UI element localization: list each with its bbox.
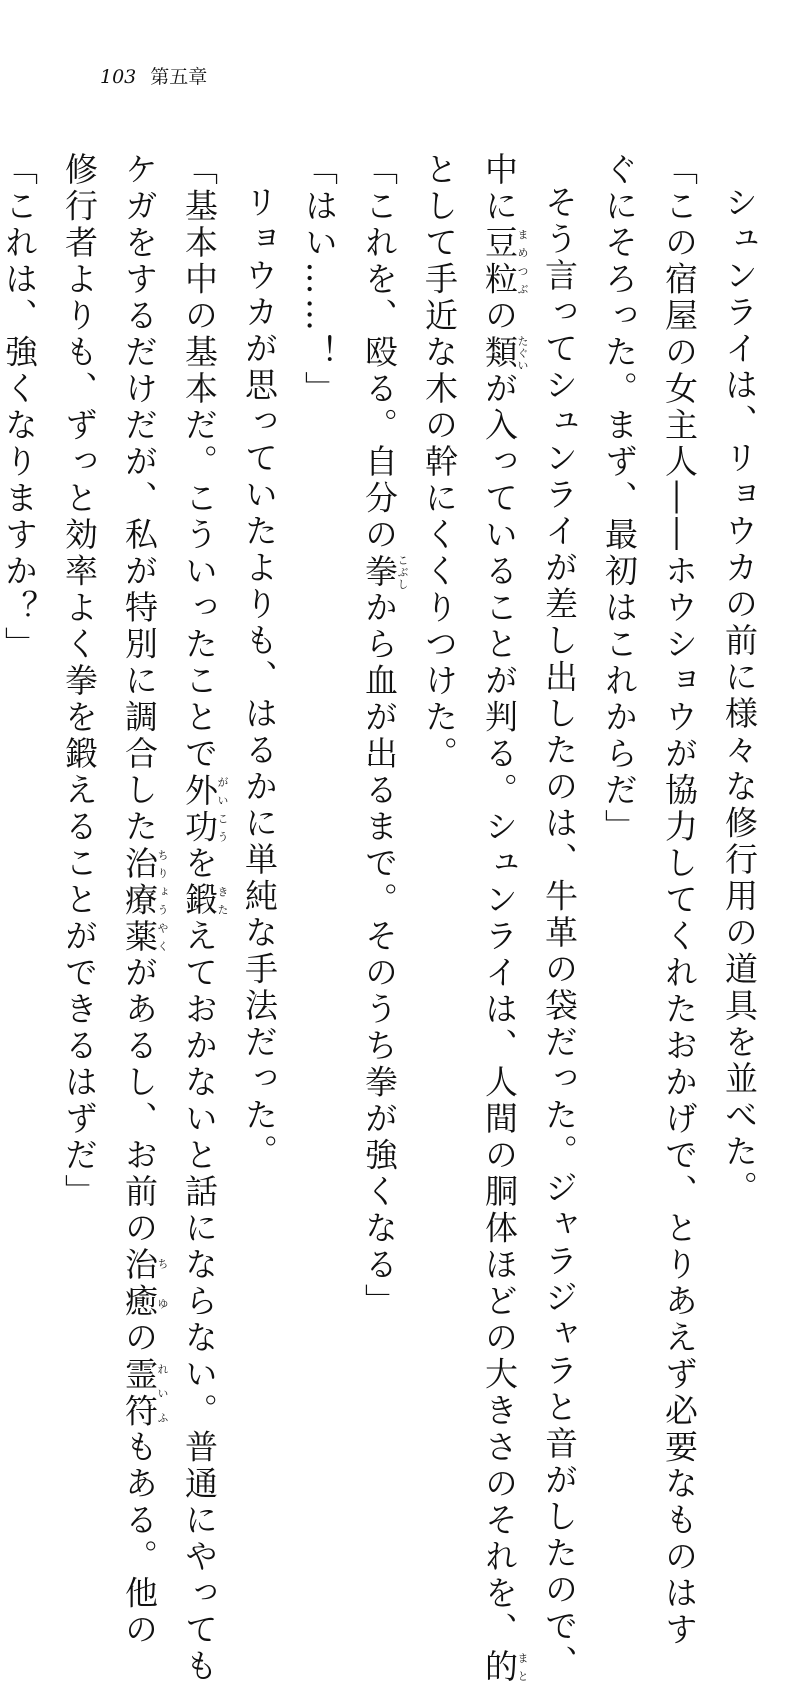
- text-segment: ケガをするだけだが、私が特別に調合した: [120, 152, 159, 846]
- ruby-reading: ちりょうやく: [156, 846, 169, 956]
- ruby-base: 類: [480, 335, 519, 372]
- page-header: [100, 62, 207, 89]
- text-line: [349, 152, 409, 1112]
- text-line: [649, 152, 709, 1112]
- text-segment: 「これは、強くなりますか？」: [0, 152, 39, 663]
- text-segment: シュンライは、リョウカの前に様々な修行用の道具を並べた。: [720, 185, 759, 1207]
- text-segment: 「はい……！」: [300, 152, 339, 408]
- ruby-annotation: [180, 882, 219, 919]
- text-line: [49, 152, 109, 1112]
- ruby-base: 治癒: [120, 1247, 159, 1320]
- text-segment: 「これを、殴る。自分の: [360, 152, 399, 554]
- ruby-annotation: [480, 225, 519, 298]
- ruby-base: 鍛: [180, 882, 219, 919]
- ruby-base: 的: [480, 1649, 519, 1685]
- text-segment: の: [480, 298, 519, 335]
- page-number: 103: [100, 66, 136, 88]
- text-segment: 修行者よりも、ずっと効率よく拳を鍛えることができるはずだ」: [60, 152, 99, 1211]
- text-line: [709, 152, 769, 1112]
- ruby-annotation: [120, 1357, 159, 1430]
- ruby-annotation: [180, 773, 219, 846]
- text-line: [109, 152, 169, 1112]
- text-segment: の: [120, 1320, 159, 1357]
- ruby-reading: きた: [216, 882, 229, 919]
- body-text: [69, 152, 769, 1112]
- text-segment: リョウカが思っていたよりも、はるかに単純な手法だった。: [240, 185, 279, 1171]
- text-line: [229, 152, 289, 1112]
- ruby-annotation: [480, 1649, 519, 1685]
- text-segment: 中に: [480, 152, 519, 225]
- text-segment: から血が出るまで。そのうち拳が強くなる」: [360, 590, 399, 1320]
- text-segment: が入っていることが判る。シュンライは、人間の胴体ほどの大きさのそれを、: [480, 371, 519, 1649]
- text-segment: を: [180, 846, 219, 883]
- ruby-annotation: [120, 1247, 159, 1320]
- text-line: [589, 152, 649, 1112]
- ruby-annotation: [120, 846, 159, 956]
- ruby-reading: ちゆ: [156, 1247, 169, 1320]
- text-line: [529, 152, 589, 1112]
- text-segment: もある。他の: [120, 1430, 159, 1649]
- ruby-base: 拳: [360, 554, 399, 591]
- ruby-base: 豆粒: [480, 225, 519, 298]
- text-line: [169, 152, 229, 1112]
- text-segment: えておかないと話にならない。普通にやっても: [180, 919, 219, 1685]
- ruby-reading: たぐい: [516, 335, 529, 372]
- text-line: [469, 152, 529, 1112]
- ruby-reading: まと: [516, 1649, 529, 1685]
- chapter-title: 第五章: [150, 62, 207, 89]
- ruby-base: 霊符: [120, 1357, 159, 1430]
- ruby-reading: まめつぶ: [516, 225, 529, 298]
- ruby-base: 治療薬: [120, 846, 159, 956]
- text-segment: そう言ってシュンライが差し出したのは、牛革の袋だった。ジャラジャラと音がしたので、: [540, 185, 579, 1682]
- text-line: [409, 152, 469, 1112]
- text-line: [0, 152, 49, 1112]
- ruby-reading: がいこう: [216, 773, 229, 846]
- text-segment: として手近な木の幹にくくりつけた。: [420, 152, 459, 773]
- text-segment: があるし、お前の: [120, 955, 159, 1247]
- ruby-annotation: [480, 335, 519, 372]
- ruby-annotation: [360, 554, 399, 591]
- ruby-reading: こぶし: [396, 554, 409, 591]
- text-segment: 「基本中の基本だ。こういったことで: [180, 152, 219, 773]
- ruby-reading: れいふ: [156, 1357, 169, 1430]
- text-segment: 「この宿屋の女主人――ホウショウが協力してくれたおかげで、とりあえず必要なものはす: [660, 152, 699, 1649]
- text-segment: ぐにそろった。まず、最初はこれからだ」: [600, 152, 639, 846]
- text-line: [289, 152, 349, 1112]
- ruby-base: 外功: [180, 773, 219, 846]
